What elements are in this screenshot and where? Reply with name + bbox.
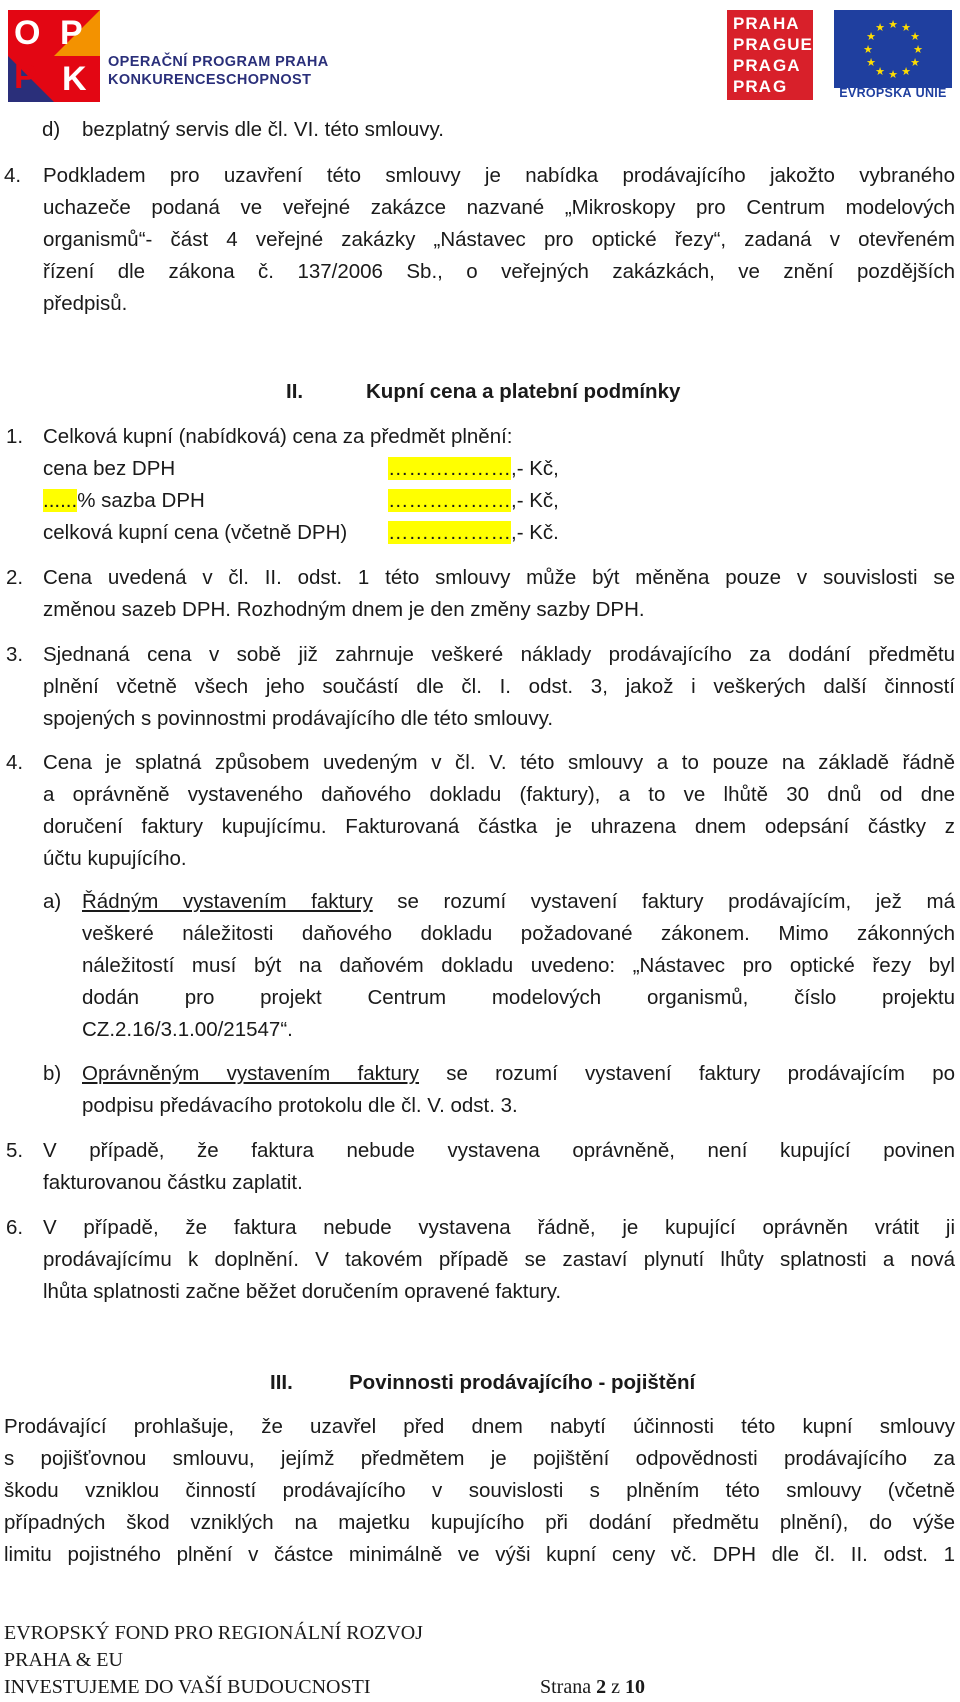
praha-logo [727,10,813,100]
text-line: řízení dle zákona č. 137/2006 Sb., o veřejných zakázkách, ve znění pozdějších [43,260,955,283]
text-line: náležitostí musí být na daňovém dokladu uvedeno: „Nástavec pro optické řezy byl [82,954,955,977]
svg-text:★: ★ [888,68,898,81]
underlined-term: Řádným vystavením faktury [82,890,373,913]
svg-text:★: ★ [888,18,898,31]
text-line: Cena je splatná způsobem uvedeným v čl. V. této smlouvy a to pouze na základě řádně [43,751,955,774]
svg-text:★: ★ [910,30,920,43]
price-intro: Celková kupní (nabídková) cena za předmět plnění: [43,425,513,448]
text-line: plnění včetně všech jeho součástí dle čl. I. odst. 3, jakož i veškerých další činností [43,675,955,698]
footer-line3: INVESTUJEME DO VAŠÍ BUDOUCNOSTI [4,1676,371,1698]
svg-text:★: ★ [875,65,885,78]
price-value [388,453,559,485]
praha-cell: PRA [733,56,772,75]
page-total: 10 [624,1676,645,1698]
text-line: Sjednaná cena v sobě již zahrnuje veškeré náklady prodávajícího za dodání předmětu [43,643,955,666]
text-line: V případě, že faktura nebude vystavena řádně, je kupující oprávněn vrátit ji [43,1216,955,1239]
praha-cell: PRA [733,77,772,96]
section-number: II. [286,380,304,403]
text-line: limitu pojistného plnění v částce minimálně ve výši kupní ceny vč. DPH dle čl. II. odst. 1 [4,1543,955,1566]
text-line: dodán pro projekt Centrum modelových organismů, číslo projektu [82,986,955,1009]
praha-cell: HA [773,14,800,33]
list-marker: 3. [6,643,24,666]
text-line: organismů“- část 4 veřejné zakázky „Nástavec pro optické řezy“, zadaná v otevřeném [43,228,955,251]
text-span: se rozumí vystavení faktury prodávajícím po [419,1062,955,1085]
opp-line2: KONKURENCESCHOPNOST [108,72,312,88]
text-line: V případě, že faktura nebude vystavena oprávněně, není kupující povinen [43,1139,955,1162]
opp-program-name [108,53,329,89]
list-marker: 4. [4,164,22,187]
section-title: Kupní cena a platební podmínky [366,380,681,403]
svg-text:★: ★ [901,65,911,78]
text-line: veškeré náležitosti daňového dokladu požadované zákonem. Mimo zákonných [82,922,955,945]
price-suffix: ,- Kč. [511,521,559,544]
opp-logo [8,10,100,102]
text-line: prodávajícímu k doplnění. V takovém případě se zastaví plynutí lhůty splatnosti a nová [43,1248,955,1271]
paragraph [43,1135,955,1199]
svg-text:★: ★ [875,21,885,34]
price-label: % sazba DPH [77,489,205,512]
price-suffix: ,- Kč, [511,489,559,512]
section-number: III. [270,1371,293,1394]
list-marker: 6. [6,1216,24,1239]
list-marker: b) [43,1062,62,1085]
text-line: s pojišťovnou smlouvu, jejímž předmětem je pojištění odpovědnosti prodávajícího za [4,1447,955,1470]
svg-text:★: ★ [913,43,923,56]
eu-label: EVROPSKÁ UNIE [839,86,947,100]
opp-letter: K [62,60,87,98]
text-line: doručení faktury kupujícímu. Fakturovaná částka je uhrazena dnem odepsání částky z [43,815,955,838]
list-marker: 2. [6,566,24,589]
svg-text:★: ★ [910,56,920,69]
text-line: změnou sazeb DPH. Rozhodným dnem je den změny sazby DPH. [43,598,645,621]
underlined-term: Oprávněným vystavením faktury [82,1062,420,1085]
paragraph [82,886,955,1046]
text-line: fakturovanou částku zaplatit. [43,1171,303,1194]
praha-cell: PRA [733,14,772,33]
text-line: podpisu předávacího protokolu dle čl. V. odst. 3. [82,1094,518,1117]
svg-text:★: ★ [866,30,876,43]
page-prefix: Strana [540,1676,592,1698]
paragraph [4,1411,955,1571]
footer-line2: PRAHA & EU [4,1649,123,1671]
praha-cell: GA [773,56,801,75]
text-line [82,1058,955,1090]
price-value [388,517,559,549]
paragraph [43,160,955,320]
list-marker: 4. [6,751,24,774]
paragraph [43,639,955,735]
list-item-text: bezplatný servis dle čl. VI. této smlouvy. [82,118,444,141]
opp-letter: O [14,14,41,52]
paragraph [43,1212,955,1308]
footer-line1: EVROPSKÝ FOND PRO REGIONÁLNÍ ROZVOJ [4,1622,423,1644]
list-marker: d) [42,118,61,141]
praha-cell: GUE [773,35,813,54]
paragraph [43,747,955,875]
text-line: a oprávněně vystaveného daňového dokladu (faktury), a to ve lhůtě 30 dnů od dne [43,783,955,806]
svg-text:★: ★ [866,56,876,69]
svg-text:★: ★ [901,21,911,34]
opp-letter: P [60,14,83,52]
text-line: spojených s povinnostmi prodávajícího dle této smlouvy. [43,707,554,730]
list-marker: 1. [6,425,24,448]
svg-text:★: ★ [863,43,873,56]
price-label: cena bez DPH [43,457,176,480]
price-blank: ……………… [388,489,511,512]
price-label: celková kupní cena (včetně DPH) [43,521,348,544]
paragraph [82,1058,955,1122]
text-line: CZ.2.16/3.1.00/21547“. [82,1018,293,1041]
opp-letter: P [14,58,37,96]
price-suffix: ,- Kč, [511,457,559,480]
opp-line1: OPERAČNÍ PROGRAM PRAHA [108,54,329,70]
price-value [388,485,559,517]
paragraph [43,562,955,626]
eu-stars-icon [834,10,952,88]
price-label-row [43,485,205,517]
vat-rate-blank: ...... [43,489,78,512]
price-blank: ……………… [388,521,511,544]
text-line: případných škod vzniklých na majetku kupujícího při dodání předmětu plnění), do výše [4,1511,955,1534]
praha-cell: G [773,77,788,96]
praha-cell: PRA [733,35,772,54]
text-line: Cena uvedená v čl. II. odst. 1 této smlouvy může být měněna pouze v souvislosti se [43,566,955,589]
page-number [540,1674,645,1700]
page-current: 2 [596,1676,607,1698]
text-line: škodu vzniklou činností prodávajícího v souvislosti s plněním této smlouvy (včetně [4,1479,955,1502]
page-sep: z [611,1676,620,1698]
text-line [82,886,955,918]
text-line: Podkladem pro uzavření této smlouvy je nabídka prodávajícího jakožto vybraného [43,164,955,187]
section-title: Povinnosti prodávajícího - pojištění [349,1371,696,1394]
eu-flag [834,10,952,88]
text-line: uchazeče podaná ve veřejné zakázce nazvané „Mikroskopy pro Centrum modelových [43,196,955,219]
text-span: se rozumí vystavení faktury prodávajícím, jež má [372,890,955,913]
text-line: předpisů. [43,292,128,315]
price-blank: ……………… [388,457,511,480]
text-line: lhůta splatnosti začne běžet doručením opravené faktury. [43,1280,562,1303]
text-line: Prodávající prohlašuje, že uzavřel před dnem nabytí účinnosti této kupní smlouvy [4,1415,955,1438]
list-marker: a) [43,890,62,913]
text-line: účtu kupujícího. [43,847,187,870]
list-marker: 5. [6,1139,24,1162]
